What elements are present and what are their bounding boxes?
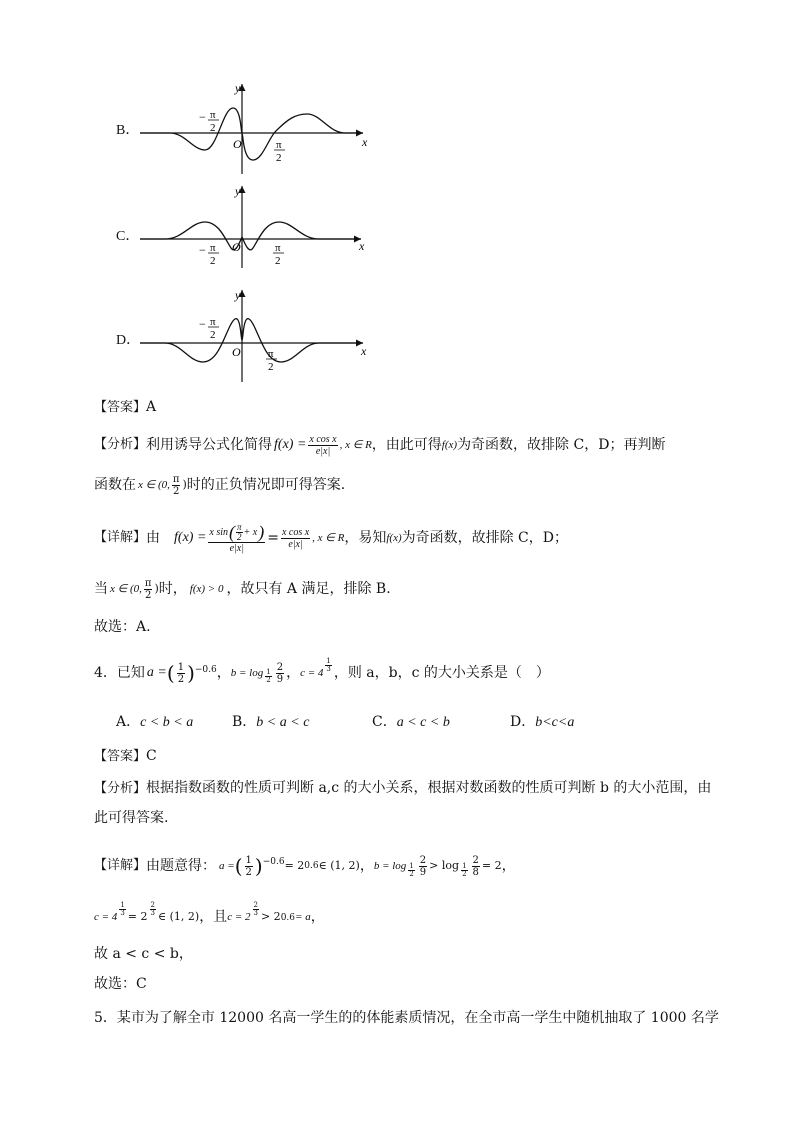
analysis-tag: 【分析】 [94, 781, 147, 796]
detail-c2-exp-b: 0.6 [280, 913, 296, 923]
formula-domain: , x ∈ R [339, 439, 372, 451]
q4-answer [94, 746, 157, 767]
pos-pi: π [275, 242, 281, 254]
exp-num: 1 [326, 657, 331, 665]
pos-two: 2 [268, 361, 274, 373]
fraction-num: π [172, 473, 180, 485]
graph-d [135, 284, 375, 386]
detail-c-range: ∈ (1, 2) [157, 910, 200, 923]
question-tail: ，则 a，b，c 的大小关系是（ ） [333, 665, 550, 681]
question-number: 4．已知 [94, 665, 145, 681]
neg-two: 2 [210, 329, 216, 341]
detail-b-fraction-2: $\frac{2}{8}$ [472, 854, 479, 878]
exp-den: 3 [326, 665, 331, 673]
separator-2: ， [286, 665, 301, 681]
option-label: A． [116, 714, 141, 730]
detail-fraction-1 [208, 523, 265, 554]
detail-a-exp2: 0.6 [304, 861, 319, 871]
origin-label: O [232, 345, 241, 359]
formula-fx-2: f(x) [441, 439, 458, 451]
detail-tag: 【详解】 [94, 858, 147, 873]
pos-two: 2 [276, 152, 282, 164]
detail-c-eq: = 2 [127, 910, 148, 923]
q4-detail-line2 [94, 902, 325, 932]
detail-fraction-2 [281, 527, 310, 550]
inner-plus: + x [243, 526, 258, 538]
q4-option-d[interactable] [510, 712, 574, 733]
option-text: a < c < b [396, 715, 450, 730]
b-fraction [276, 662, 284, 685]
analysis-line2-text: 函数在 [94, 477, 136, 493]
q4-detail-line1: 【详解】 由题意得： a = ( $\frac{1}{2}$ ) $^{-0.6}$ = 2 0.6 ∈ (1, 2) ， b = log $\frac{1}{2}$ $\frac{2}{9}$ > log $\frac{1}{2}$ $\frac{2}{8}$ = 2 ， [94, 854, 516, 878]
detail-a-range: ∈ (1, 2) [318, 859, 360, 872]
fraction-den: e|x| [229, 542, 244, 554]
answer-value: C [146, 748, 157, 764]
x-axis-label: x [359, 239, 365, 253]
fraction-num: 1 [245, 854, 252, 866]
analysis-text-2: ，由此可得 [371, 437, 442, 453]
q4-option-b[interactable] [232, 712, 309, 733]
option-label: D． [510, 714, 536, 730]
fraction-num: x cos x [309, 433, 337, 445]
answer-tag: 【答案】 [94, 749, 147, 764]
fraction-den: 9 [419, 866, 427, 878]
interval-fraction [144, 578, 153, 601]
detail-tag: 【详解】 [94, 530, 147, 545]
graph-c [135, 182, 375, 272]
interval-fraction [172, 474, 181, 497]
neg-pi: π [210, 109, 216, 121]
neg-pi: π [210, 316, 216, 328]
num-xsin: x sin [209, 526, 228, 538]
option-d-label: D． [116, 333, 141, 348]
interval-close: ) [154, 582, 159, 595]
detail-c: c = 4 [94, 911, 118, 923]
q3-choose: 故选：A. [94, 619, 151, 635]
curve [140, 319, 363, 362]
detail-b-base [408, 863, 414, 878]
base-den: 2 [266, 676, 271, 684]
detail-c-exp2: $\frac{2}{3}$ [150, 901, 155, 917]
a-exponent: −0.6 [194, 665, 217, 675]
equals: = [267, 530, 279, 546]
neg-pi: π [210, 242, 216, 254]
pos-two: 2 [275, 255, 281, 267]
fraction-den: 9 [276, 673, 284, 685]
formula-fx: f(x) = [274, 437, 307, 452]
inequality: f(x) > 0 [189, 583, 224, 595]
detail-text: 由 [146, 530, 161, 546]
analysis-tag: 【分析】 [94, 437, 147, 452]
curve [140, 222, 361, 250]
formula-fraction [308, 434, 337, 457]
fraction-num: x cos x [281, 526, 310, 538]
detail-b-base-2 [461, 863, 467, 878]
base-den: 2 [409, 870, 414, 878]
x-axis-label: x [361, 344, 367, 358]
q3-detail-line2 [94, 574, 391, 604]
formula-fx: f(x) = [174, 530, 207, 545]
q4-analysis-line1 [94, 778, 711, 799]
q3-detail-line1 [94, 516, 568, 560]
y-axis-label: y [235, 184, 241, 198]
separator: ， [216, 665, 231, 681]
option-text: b < a < c [256, 715, 310, 730]
detail-text-3: 为奇函数，故排除 C，D； [401, 530, 568, 546]
origin-label: O [232, 240, 241, 254]
separator: ， [359, 858, 374, 874]
fraction-den: e|x| [315, 445, 331, 457]
option-label: B． [232, 714, 257, 730]
detail-a-fraction [245, 855, 253, 878]
base-num: 1 [462, 862, 467, 870]
analysis-text-3: 为奇函数，故排除 C，D；再判断 [457, 437, 666, 453]
inner-fraction [236, 523, 243, 542]
detail-a-rest: = 2 [284, 859, 305, 872]
detail-b-eq: = 2 [481, 859, 502, 872]
b-base [265, 669, 271, 684]
fraction-num: 1 [177, 661, 185, 673]
option-c-label: C． [116, 229, 140, 244]
detail-a: a = [219, 860, 235, 872]
detail-text: 由题意得： [146, 858, 217, 874]
detail-c2-gt: > 2 [260, 910, 281, 923]
answer-value: A [146, 399, 157, 415]
curve [140, 108, 363, 160]
fraction-den: 2 [172, 485, 180, 497]
q4-conclude: 故 a < c < b， [94, 946, 193, 962]
detail-c-exp: $\frac{1}{3}$ [120, 901, 125, 917]
option-text: b<c<a [535, 715, 575, 730]
analysis-text: 利用诱导公式化简得 [146, 437, 273, 453]
q5-question: 5．某市为了解全市 12000 名高一学生的的体能素质情况，在全市高一学生中随机抽取了 1000 名学 [94, 1010, 719, 1026]
neg-two: 2 [210, 255, 216, 267]
q3-answer [94, 397, 156, 418]
option-text: c < b < a [140, 715, 194, 730]
y-axis-label: y [235, 81, 241, 95]
detail-line2-text: 当 [94, 581, 108, 597]
q4-choose: 故选：C [94, 976, 147, 992]
fraction-den: 2 [245, 866, 252, 878]
q3-analysis-line1 [94, 430, 665, 460]
q3-analysis-line2 [94, 470, 345, 500]
formula-domain: , x ∈ R [312, 532, 345, 544]
end-separator: ， [310, 909, 325, 925]
fraction-num: 2 [419, 854, 427, 866]
q4-question: 4．已知 a = ( $\frac{1}{2}$ ) $^{-0.6}$ ， b = log $\frac{1}{2}$ $\frac{2}{9}$ ， c = 4 $\frac{1}{3}$ ，则 a，b，c 的大小关系是（ ） [94, 657, 550, 685]
analysis-line2-text-b: 时的正负情况即可得答案. [186, 477, 346, 493]
detail-line2-text-c: ，故只有 A 满足，排除 B. [226, 581, 391, 597]
option-b-label: B． [116, 123, 140, 138]
fraction-den: e|x| [288, 538, 303, 550]
a-def: a = [146, 665, 167, 680]
base-den: 2 [462, 870, 467, 878]
fraction-den: 2 [144, 589, 152, 601]
q4-option-a[interactable] [116, 712, 193, 733]
interval: x ∈ (0, [110, 583, 142, 595]
c-def: c = 4 [300, 667, 324, 679]
inner-num: π [237, 521, 242, 532]
pos-pi: π [276, 139, 282, 151]
fraction-num: 2 [276, 661, 284, 673]
fraction-num: π [144, 577, 152, 589]
pos-pi: π [268, 348, 274, 360]
a-fraction [177, 662, 185, 685]
formula-fx-2: f(x) [386, 532, 402, 544]
y-axis-label: y [235, 288, 241, 302]
interval: x ∈ (0, [138, 479, 170, 491]
b-def: b = log [230, 667, 264, 679]
analysis-text: 根据指数函数的性质可判断 a,c 的大小关系，根据对数函数的性质可判断 b 的大小范围，由 [146, 780, 712, 796]
fraction-num: x sin ( $\frac{\pi}{2}$ + x ) [209, 521, 265, 542]
detail-b: b = log [373, 860, 407, 872]
neg-sign: − [199, 243, 206, 257]
inner-den: 2 [237, 531, 242, 542]
neg-two: 2 [210, 122, 216, 134]
detail-a-exponent: −0.6 [262, 857, 285, 867]
interval-close: ) [182, 478, 187, 491]
detail-c-and: ，且 [199, 909, 228, 925]
q4-option-c[interactable] [372, 712, 450, 733]
detail-text-2: ，易知 [344, 530, 387, 546]
detail-c2-eq: = a [295, 911, 311, 923]
detail-b-fraction [419, 855, 427, 878]
detail-c2: c = 2 [227, 911, 251, 923]
c-exponent [325, 658, 331, 673]
graph-b [135, 78, 375, 178]
fraction-den: 2 [177, 673, 185, 685]
detail-b-gt: > log [429, 859, 460, 872]
base-num: 1 [409, 862, 414, 870]
q4-analysis-line2: 此可得答案. [94, 810, 169, 826]
base-num: 1 [266, 668, 271, 676]
neg-sign: − [199, 110, 206, 124]
answer-tag: 【答案】 [94, 400, 147, 415]
option-label: C． [372, 714, 397, 730]
detail-line2-text-b: 时， [158, 581, 187, 597]
origin-label: O [233, 137, 242, 151]
x-axis-label: x [362, 135, 368, 149]
end-separator: ， [501, 858, 516, 874]
neg-sign: − [199, 317, 206, 331]
detail-c2-exp: $\frac{2}{3}$ [253, 901, 258, 917]
